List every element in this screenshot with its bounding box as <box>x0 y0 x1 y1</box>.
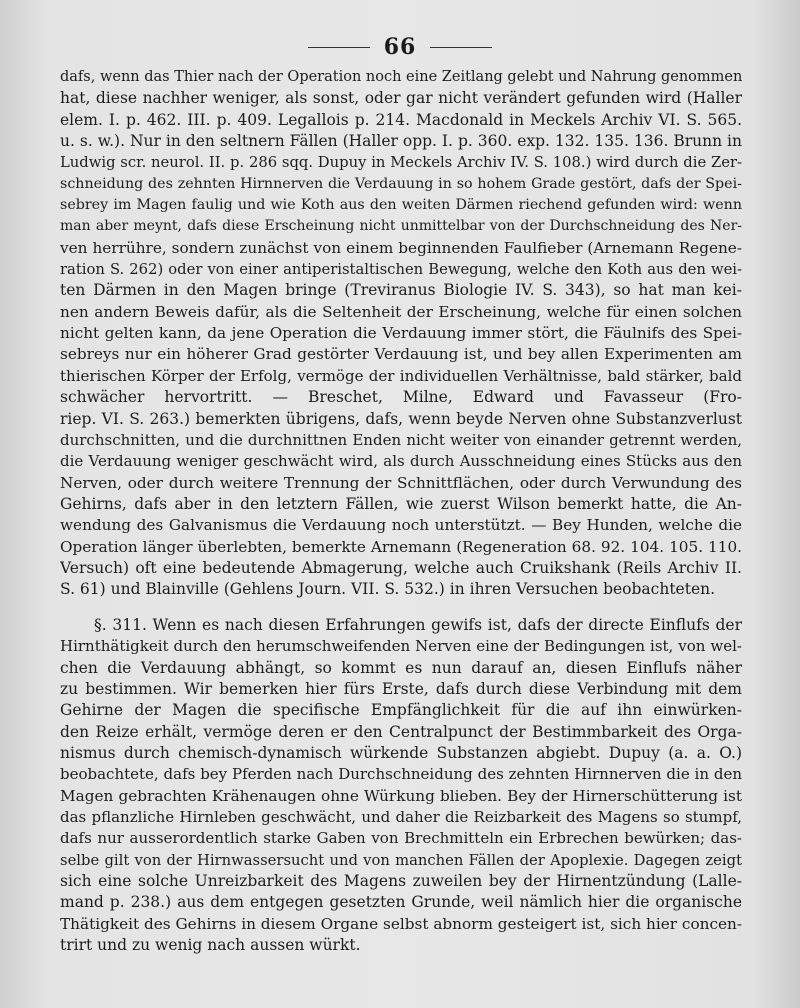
text-line: ration S. 262) oder von einer antiperistaltischen Bewegung, welche den Koth aus den wei- <box>60 261 742 279</box>
text-line: man aber meynt, dafs diese Erscheinung nicht unmittelbar von der Durchschneidung des Ner- <box>60 218 742 235</box>
text-line: thierischen Körper der Erfolg, vermöge der individuellen Verhältnisse, bald stärker, bald <box>60 366 742 385</box>
text-line: mand p. 238.) aus dem entgegen gesetzten Grunde, weil nämlich hier die organische <box>60 893 742 912</box>
text-line: nen andern Beweis dafür, als die Seltenheit der Erscheinung, welche für einen solchen <box>60 302 742 321</box>
text-line: sebrey im Magen faulig und wie Koth aus den weiten Därmen riechend gefunden wird: wenn <box>60 197 742 214</box>
text-line: dafs, wenn das Thier nach der Operation noch eine Zeitlang gelebt und Nahrung genommen <box>60 69 742 85</box>
paragraph-1 <box>60 67 742 601</box>
text-line: ven herrühre, sondern zunächst von einem beginnenden Faulfieber (Arnemann Regene- <box>60 238 742 257</box>
text-line: Versuch) oft eine bedeutende Abmagerung, welche auch Cruikshank (Reils Archiv II. <box>60 558 742 577</box>
header-rule-right <box>430 47 492 48</box>
text-line: §. 311. Wenn es nach diesen Erfahrungen gewifs ist, dafs der directe Einflufs der <box>94 616 742 634</box>
page-number: 66 <box>383 34 417 60</box>
text-line: dafs nur ausserordentlich starke Gaben von Brechmitteln ein Erbrechen bewürken; das- <box>60 829 742 848</box>
text-line: schwächer hervortritt. — Breschet, Milne, Edward und Favasseur (Fro- <box>60 388 742 407</box>
text-line: Gehirne der Magen die specifische Empfänglichkeit für die auf ihn einwürken- <box>60 701 742 720</box>
text-line: wendung des Galvanismus die Verdauung noch unterstützt. — Bey Hunden, welche die <box>60 516 742 535</box>
text-line: Nerven, oder durch weitere Trennung der Schnittflächen, oder durch Verwundung des <box>60 473 742 492</box>
text-line: Gehirns, dafs aber in den letztern Fällen, wie zuerst Wilson bemerkt hatte, die An- <box>60 494 742 513</box>
text-line: Thätigkeit des Gehirns in diesem Organe selbst abnorm gesteigert ist, sich hier concen- <box>60 914 742 933</box>
text-line: sich eine solche Unreizbarkeit des Magens zuweilen bey der Hirnentzündung (Lalle- <box>60 872 742 891</box>
paragraph-2 <box>60 615 742 957</box>
text-line: trirt und zu wenig nach aussen würkt. <box>60 936 361 955</box>
text-line: chen die Verdauung abhängt, so kommt es nun darauf an, diesen Einflufs näher <box>60 658 742 677</box>
text-line: S. 61) und Blainville (Gehlens Journ. VII. S. 532.) in ihren Versuchen beobachteten. <box>60 580 716 599</box>
text-line: nismus durch chemisch-dynamisch würkende Substanzen abgiebt. Dupuy (a. a. O.) <box>60 744 742 763</box>
text-line: ten Därmen in den Magen bringe (Treviranus Biologie IV. S. 343), so hat man kei- <box>60 281 742 300</box>
text-line: hat, diese nachher weniger, als sonst, oder gar nicht verändert gefunden wird (Haller <box>60 89 742 108</box>
text-line: das pflanzliche Hirnleben geschwächt, und daher die Reizbarkeit des Magens so stumpf, <box>60 808 742 827</box>
text-line: durchschnitten, und die durchnittnen Enden nicht weiter von einander getrennt werden, <box>60 430 742 449</box>
text-line: riep. VI. S. 263.) bemerkten übrigens, dafs, wenn beyde Nerven ohne Substanzverlust <box>60 409 742 428</box>
text-line: schneidung des zehnten Hirnnerven die Verdauung in so hohem Grade gestört, dafs der Spei- <box>60 175 742 192</box>
text-line: selbe gilt von der Hirnwassersucht und von manchen Fällen der Apoplexie. Dagegen zeigt <box>60 851 742 869</box>
text-line: Operation länger überlebten, bemerkte Arnemann (Regeneration 68. 92. 104. 105. 110. <box>60 537 742 556</box>
text-line: elem. I. p. 462. III. p. 409. Legallois p. 214. Macdonald in Meckels Archiv VI. S. 565. <box>60 110 742 129</box>
text-line: Magen gebrachten Krähenaugen ohne Würkung blieben. Bey der Hirnerschütterung ist <box>60 786 742 805</box>
text-line: Hirnthätigkeit durch den herumschweifenden Nerven eine der Bedingungen ist, von wel- <box>60 637 742 656</box>
text-line: sebreys nur ein höherer Grad gestörter Verdauung ist, und bey allen Experimenten am <box>60 345 742 364</box>
text-line: nicht gelten kann, da jene Operation die Verdauung immer stört, die Fäulnifs des Spei- <box>60 324 742 343</box>
text-line: zu bestimmen. Wir bemerken hier fürs Erste, dafs durch diese Verbindung mit dem <box>60 680 742 699</box>
text-line: die Verdauung weniger geschwächt wird, als durch Ausschneidung eines Stücks aus den <box>60 452 742 471</box>
text-line: beobachtete, dafs bey Pferden nach Durchschneidung des zehnten Hirnnerven die in den <box>60 765 742 784</box>
page-header <box>0 34 800 60</box>
text-line: u. s. w.). Nur in den seltnern Fällen (Haller opp. I. p. 360. exp. 132. 135. 136. Brunn in <box>60 132 742 151</box>
header-rule-left <box>308 47 370 48</box>
text-line: den Reize erhält, vermöge deren er den Centralpunct der Bestimmbarkeit des Orga- <box>60 722 742 741</box>
text-line: Ludwig scr. neurol. II. p. 286 sqq. Dupuy in Meckels Archiv IV. S. 108.) wird durch die Zer- <box>60 154 742 172</box>
